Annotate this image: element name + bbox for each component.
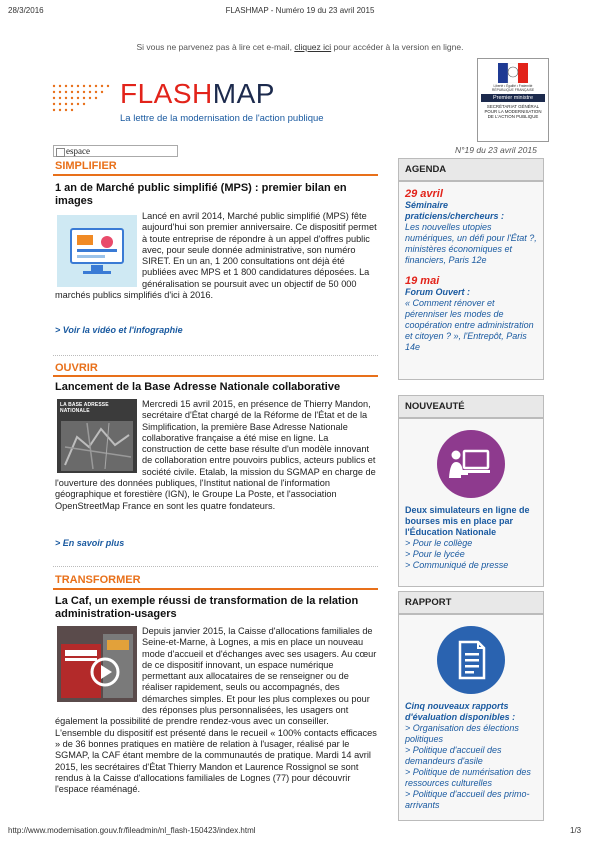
agenda-kind-1: Séminaire praticiens/chercheurs : — [405, 200, 505, 221]
government-logo — [477, 58, 549, 142]
rapport-link-asile[interactable]: > Politique d'accueil des demandeurs d'asile — [405, 745, 502, 766]
rapport-link-numerisation[interactable]: > Politique de numérisation des ressources culturelles — [405, 767, 531, 788]
preheader-text-after: pour accéder à la version en ligne. — [331, 42, 464, 52]
article-body-ban-text: Mercredi 15 avril 2015, en présence de Thierry Mandon, secrétaire d'État chargé de la Réforme de l'État et de la Simplification, la première Base Adresse Nationale collaborative française a été mise en ligne. La construction de cette base résulte d'un modèle innovant de collaboration entre pouvoirs publics, acteurs publics et société civile. Etalab, la mission du SGMAP en charge de l'ouverture des données publiques, l'Institut national de l'information géographique et forestière (IGN), le Groupe La Poste, et l'association OpenStreetMap France en sont les quatre fondateurs. — [55, 399, 376, 511]
link-en-savoir-plus[interactable]: > En savoir plus — [55, 538, 125, 548]
rapport-link-elections[interactable]: > Organisation des élections politiques — [405, 723, 519, 744]
agenda-detail-2[interactable]: « Comment rénover et pérenniser les modes de coopération entre administration et citoyen ? », l'Entrepôt, Paris 14e — [405, 298, 534, 352]
brand-map: MAP — [212, 78, 275, 109]
brand-dots — [50, 82, 62, 94]
section-separator — [53, 566, 378, 567]
rapport-box — [398, 591, 544, 821]
print-title: FLASHMAP - Numéro 19 du 23 avril 2015 — [225, 6, 375, 15]
logo-premier-ministre: Premier ministre — [481, 94, 545, 102]
agenda-kind-2: Forum Ouvert : — [405, 287, 471, 297]
article-body-mps-text: Lancé en avril 2014, Marché public simplifié (MPS) fête aujourd'hui son premier anniversaire. Ce dispositif permet à toute entreprise de répondre à un appel d'offres public avec, pour seule donnée administrative, son numéro SIRET. En un an, 1 200 consultations ont déjà été publiées avec MPS et 1 800 candidatures déposées. La généralisation se poursuit avec un objectif de 50 000 marchés publics simplifiés d'ici à 2016. — [55, 211, 377, 301]
computer-user-icon — [436, 429, 506, 499]
agenda-heading: AGENDA — [399, 159, 543, 182]
float-spacer — [55, 399, 142, 477]
logo-motto: Liberté • Égalité • Fraternité — [493, 84, 533, 88]
section-divider — [53, 375, 378, 377]
nouveaute-link-communique[interactable]: > Communiqué de presse — [405, 560, 509, 570]
nouveaute-link-lycee[interactable]: > Pour le lycée — [405, 549, 465, 559]
nouveaute-link-college[interactable]: > Pour le collège — [405, 538, 473, 548]
broken-image-icon — [56, 148, 65, 157]
nouveaute-title: Deux simulateurs en ligne de bourses mis en place par l'Éducation Nationale — [405, 505, 530, 537]
footer-url: http://www.modernisation.gouv.fr/fileadmin/nl_flash-150423/index.html — [8, 826, 256, 835]
logo-sgmap: SECRÉTARIAT GÉNÉRAL POUR LA MODERNISATION DE L'ACTION PUBLIQUE — [484, 104, 542, 119]
broken-image-alt: espace — [66, 146, 90, 156]
preheader — [0, 42, 600, 52]
agenda-box — [398, 158, 544, 380]
section-divider — [53, 588, 378, 590]
online-version-link[interactable]: cliquez ici — [294, 42, 332, 52]
document-icon — [436, 625, 506, 695]
article-body-ban — [55, 399, 377, 512]
ban-image-caption: LA BASE ADRESSE NATIONALE — [60, 402, 109, 414]
brand-flash: FLASH — [120, 78, 213, 109]
agenda-detail-1[interactable]: Les nouvelles utopies numériques, un défi pour l'État ?, ministères économiques et financiers, Paris 12e — [405, 222, 537, 265]
brand-wordmark — [120, 78, 275, 110]
section-divider — [53, 174, 378, 176]
agenda-date-1: 29 avril — [405, 188, 443, 200]
section-label-transformer: TRANSFORMER — [55, 574, 141, 586]
rapport-heading: RAPPORT — [399, 592, 543, 615]
article-body-caf-text: Depuis janvier 2015, la Caisse d'allocations familiales de Seine-et-Marne, à Lognes, a mis en place un nouveau mode d'accueil et d'échanges avec ses usagers. Au cœur de ce dispositif innovant, un espace numérique permettant aux allocataires de se renseigner ou de réaliser rapidement, seuls ou accompagnés, des démarches simples. Et pour les plus complexes ou pour des réponses plus personnalisées, les usagers ont également la possibilité de prendre rendez-vous avec un conseiller. L'ensemble du dispositif est présenté dans le recueil « 100% contacts efficaces » de 36 bonnes pratiques en matière de relation à l'usager, réalisé par le SGMAP, la CAF étant membre de la communautés de pratique. Mardi 14 avril 2015, les secrétaires d'État Thierry Mandon et Laurence Rossignol se sont rendus à la Caisse d'allocations familiales de Lognes (77) pour découvrir l'espace réaménagé. — [55, 626, 377, 795]
page-count: 1/3 — [570, 826, 582, 835]
article-title-ban: Lancement de la Base Adresse Nationale collaborative — [55, 381, 341, 393]
broken-image — [53, 145, 178, 157]
issue-number: N°19 du 23 avril 2015 — [455, 145, 537, 155]
nouveaute-box — [398, 395, 544, 587]
article-body-mps — [55, 211, 377, 301]
rapport-title: Cinq nouveaux rapports d'évaluation disponibles : — [405, 701, 516, 722]
print-date: 28/3/2016 — [8, 6, 44, 15]
section-label-ouvrir: OUVRIR — [55, 362, 98, 374]
tagline: La lettre de la modernisation de l'action publique — [120, 113, 324, 124]
float-spacer — [55, 211, 142, 287]
article-title-caf: La Caf, un exemple réussi de transformation de la relation administration-usagers — [55, 595, 359, 620]
section-label-simplifier: SIMPLIFIER — [55, 160, 117, 172]
nouveaute-heading: NOUVEAUTÉ — [399, 396, 543, 419]
marianne-icon — [498, 63, 528, 83]
rapport-link-primo-arrivants[interactable]: > Politique d'accueil des primo-arrivants — [405, 789, 530, 810]
agenda-date-2: 19 mai — [405, 275, 440, 287]
float-spacer — [55, 626, 142, 706]
preheader-text-before: Si vous ne parvenez pas à lire cet e-mail, — [136, 42, 295, 52]
brand-dots-icon — [50, 82, 110, 122]
link-voir-video[interactable]: > Voir la vidéo et l'infographie — [55, 325, 183, 335]
article-title-mps: 1 an de Marché public simplifié (MPS) : premier bilan en images — [55, 182, 347, 207]
section-separator — [53, 355, 378, 356]
logo-republic: RÉPUBLIQUE FRANÇAISE — [491, 88, 535, 92]
article-body-caf — [55, 626, 377, 795]
